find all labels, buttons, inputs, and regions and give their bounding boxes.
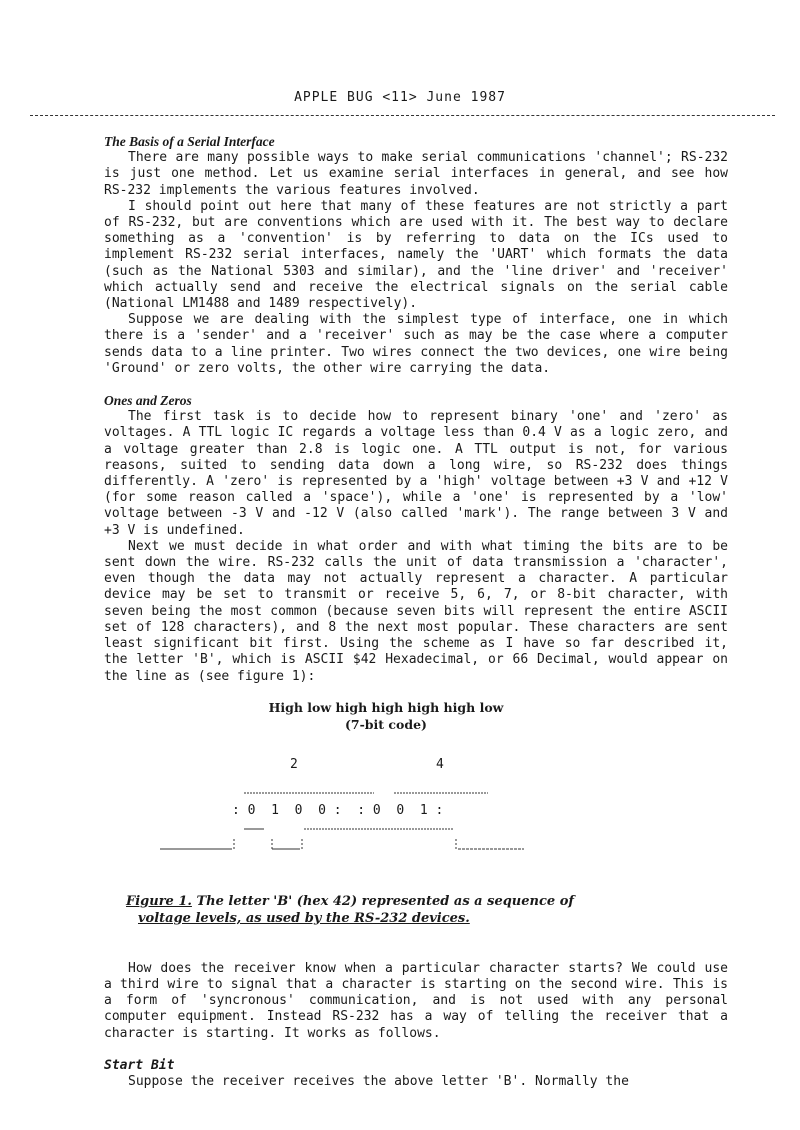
- figure-label-line1: High low high high high high low: [268, 699, 504, 715]
- section-heading-start-bit: Start Bit: [104, 1057, 175, 1073]
- paragraph: Suppose the receiver receives the above letter 'B'. Normally the: [128, 1073, 629, 1089]
- figure-caption-text: The letter 'B' (hex 42) represented as a sequence of: [191, 893, 574, 909]
- figure-label-line2: (7-bit code): [345, 716, 427, 732]
- section-heading-basis: The Basis of a Serial Interface: [104, 134, 275, 149]
- nibble-digit-left: 2: [290, 756, 298, 772]
- nibble-digit-right: 4: [436, 756, 444, 772]
- figure-caption-text-2: voltage levels, as used by the RS-232 devices.: [138, 910, 470, 926]
- page-header: APPLE BUG <11> June 1987: [294, 90, 506, 105]
- paragraph: Suppose we are dealing with the simplest type of interface, one in which there is a 'sender' and a 'receiver' such as may be the case where a computer sends data to a line printer. Two wires connect the two devices, one wire being 'Ground' or zero volts, the other wire carrying the data.: [104, 312, 728, 376]
- paragraph: There are many possible ways to make serial communications 'channel'; RS-232 is just one method. Let us examine serial interfaces in general, and see how RS-232 implements the various features involved.: [104, 150, 728, 198]
- paragraph: How does the receiver know when a particular character starts? We could use a third wire to signal that a character is starting on the second wire. This is a form of 'syncronous' communication, and is not used with any personal computer equipment. Instead RS-232 has a way of telling the receiver that a character is starting. It works as follows.: [104, 960, 728, 1041]
- header-divider: [30, 115, 775, 116]
- bit-sequence: : 0 1 0 0 : : 0 0 1 :: [232, 802, 444, 818]
- paragraph: I should point out here that many of these features are not strictly a part of RS-232, but are conventions which are used with it. The best way to declare something as a 'convention' is by referring to data on the ICs used to implement RS-232 serial interfaces, namely the 'UART' which formats the data (such as the National 5303 and similar), and the 'line driver' and 'receiver' which actually send and receive the electrical signals on the serial cable (National LM1488 and 1489 respectively).: [104, 198, 728, 312]
- paragraph: Next we must decide in what order and with what timing the bits are to be sent down the wire. RS-232 calls the unit of data transmission a 'character', even though the data may not actually represent a character. A particular device may be set to transmit or receive 5, 6, 7, or 8-bit character, with seven being the most common (because seven bits will represent the entire ASCII set of 128 characters), and 8 the next most popular. These characters are sent least significant bit first. Using the scheme as I have so far described it, the letter 'B', which is ASCII $42 Hexadecimal, or 66 Decimal, would appear on the line as (see figure 1):: [104, 538, 728, 684]
- figure-caption: [126, 893, 728, 927]
- figure-1: [104, 733, 728, 893]
- article-body: [104, 134, 728, 1090]
- figure-caption-label: Figure 1.: [126, 893, 192, 909]
- paragraph: The first task is to decide how to represent binary 'one' and 'zero' as voltages. A TTL logic IC regards a voltage less than 0.4 V as a logic zero, and a voltage greater than 2.8 is logic one. A TTL output is not, for various reasons, suited to sending data down a long wire, so RS-232 does things differently. A 'zero' is represented by a 'high' voltage between +3 V and +12 V (for some reason called a 'space'), while a 'one' is represented by a 'low' voltage between -3 V and -12 V (also called 'mark'). The range between 3 V and +3 V is undefined.: [104, 409, 728, 538]
- section-heading-ones-zeros: Ones and Zeros: [104, 393, 192, 409]
